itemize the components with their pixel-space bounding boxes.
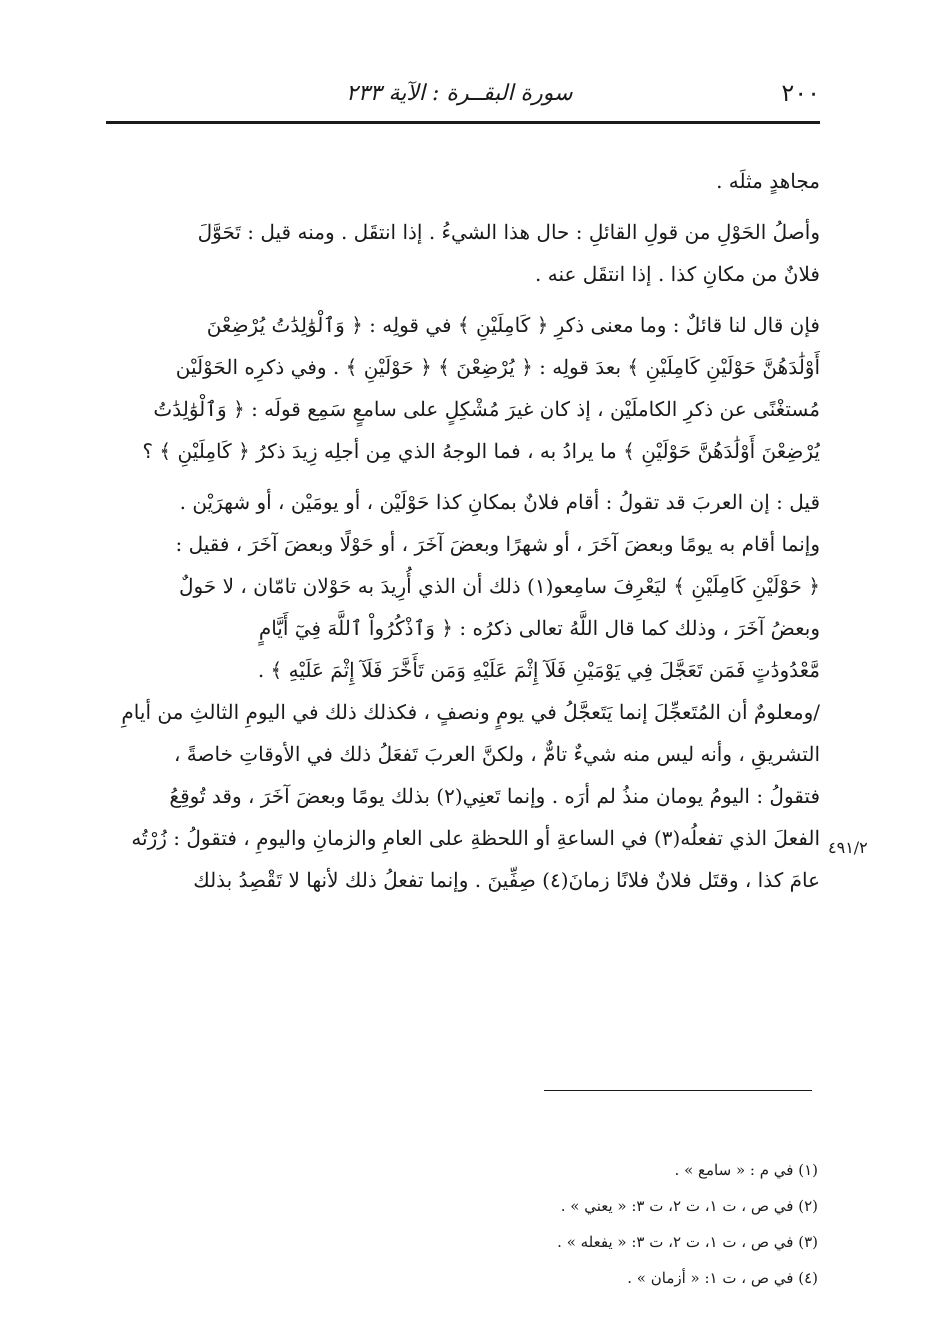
text-line: ﴿ حَوْلَيْنِ كَامِلَيْنِ ﴾ ليَعْرِفَ سامِعو(١) ذلك أن الذي أُرِيدَ به حَوْلان تامّان ، لا حَولٌ <box>178 574 820 598</box>
footnote: (٢) في ص ، ت ١، ت ٢، ت ٣: « يعني » . <box>560 1197 818 1215</box>
footnote: (٤) في ص ، ت ١: « أزمان » . <box>627 1269 818 1287</box>
footnote-rule <box>544 1090 812 1091</box>
footnotes <box>300 1152 818 1296</box>
text-line: يُرْضِعْنَ أَوْلَٰدَهُنَّ حَوْلَيْنِ ﴾ ما يرادُ به ، فما الوجهُ الذي مِن أجلِه زِيدَ ذكرُ ﴿ كَامِلَيْنِ ﴾ ؟ <box>142 439 820 463</box>
footnote: (٣) في ص ، ت ١، ت ٢، ت ٣: « يفعله » . <box>557 1233 818 1251</box>
header-rule <box>106 121 820 124</box>
text-line: وإنما أقام به يومًا وبعضَ آخَرَ ، أو شهرًا وبعضَ آخَرَ ، أو حَوْلًا وبعضَ آخَرَ ، فقيل : <box>175 532 820 556</box>
text-line: فإن قال لنا قائلٌ : وما معنى ذكرِ ﴿ كَامِلَيْنِ ﴾ في قولِه : ﴿ وَٱلْوَٰلِدَٰتُ يُرْضِعْنَ <box>206 313 820 337</box>
text-line: الفعلَ الذي تفعلُه(٣) في الساعةِ أو اللحظةِ على العامِ والزمانِ واليومِ ، فتقولُ : زُرْتُه <box>131 826 820 850</box>
text-line: مَّعْدُودَٰتٍ فَمَن تَعَجَّلَ فِي يَوْمَيْنِ فَلَآ إِثْمَ عَلَيْهِ وَمَن تَأَخَّرَ فَلَآ إِثْمَ عَلَيْهِ ﴾ . <box>257 658 820 682</box>
text-line: وبعضُ آخَرَ ، وذلك كما قال اللَّهُ تعالى ذكرُه : ﴿ وَٱذْكُرُواْ ٱللَّهَ فِيٓ أَيَّامٍ <box>258 616 820 640</box>
page-header <box>106 68 820 118</box>
text-line: وأصلُ الحَوْلِ من قولِ القائلِ : حال هذا الشيءُ . إذا انتقَل . ومنه قيل : تَحَوَّلَ <box>197 220 820 244</box>
footnote: (١) في م : « سامع » . <box>674 1161 818 1179</box>
text-line: مجاهدٍ مثلَه . <box>716 169 820 193</box>
text-line: أَوْلَٰدَهُنَّ حَوْلَيْنِ كَامِلَيْنِ ﴾ بعدَ قولِه : ﴿ يُرْضِعْنَ ﴾ ﴿ حَوْلَيْنِ ﴾ . وفي ذكرِه الحَوْلَيْن <box>175 355 820 379</box>
text-line: فلانٌ من مكانِ كذا . إذا انتقَل عنه . <box>535 262 820 286</box>
text-line: /ومعلومٌ أن المُتَعجِّلَ إنما يَتَعجَّلُ في يومٍ ونصفٍ ، فكذلك ذلك في اليومِ الثالثِ من أيامِ <box>121 700 820 724</box>
margin-page-reference: ٤٩١/٢ <box>828 838 868 857</box>
running-title: سورة البقــرة : الآية ٢٣٣ <box>346 80 573 106</box>
text-line: عامَ كذا ، وقتَل فلانٌ فلانًا زمانَ(٤) صِفِّينَ . وإنما تفعلُ ذلك لأنها لا تَقْصِدُ بذلك <box>193 868 820 892</box>
text-line: مُستغْنًى عن ذكرِ الكاملَيْن ، إذ كان غيرَ مُشْكِلٍ على سامعٍ سَمِع قولَه : ﴿ وَٱلْوَٰلِدَٰتُ <box>153 397 820 421</box>
body-text <box>100 160 820 901</box>
page-number: ٢٠٠ <box>781 79 820 107</box>
text-line: فتقولُ : اليومُ يومان منذُ لم أرَه . وإنما تَعنِي(٢) بذلك يومًا وبعضَ آخَرَ ، وقد تُوقِعُ <box>169 784 820 808</box>
text-line: قيل : إن العربَ قد تقولُ : أقام فلانٌ بمكانِ كذا حَوْلَيْن ، أو يومَيْن ، أو شهرَيْن . <box>179 490 820 514</box>
text-line: التشريقِ ، وأنه ليس منه شيءٌ تامٌّ ، ولكنَّ العربَ تَفعَلُ ذلك في الأوقاتِ خاصةً ، <box>173 742 820 766</box>
